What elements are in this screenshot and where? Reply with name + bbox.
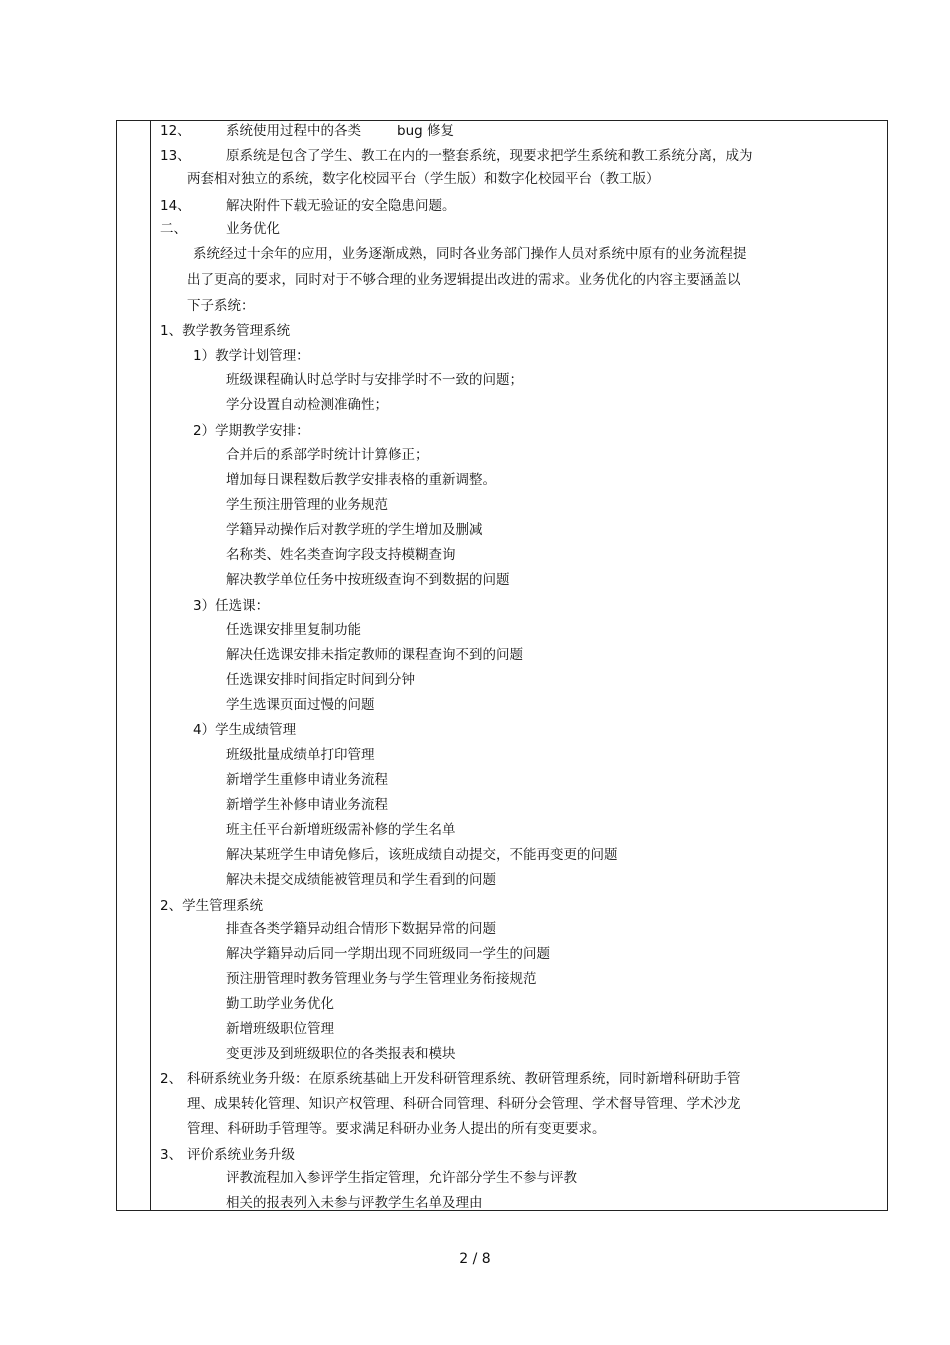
subsection-heading: 2）学期教学安排：: [193, 423, 310, 439]
list-item: 解决任选课安排未指定教师的课程查询不到的问题: [226, 647, 523, 663]
subsystem-3-number: 2、: [160, 1071, 183, 1087]
subsystem-1-title: 1、教学教务管理系统: [160, 323, 291, 339]
list-item: 解决教学单位任务中按班级查询不到数据的问题: [226, 572, 510, 588]
list-item: 增加每日课程数后教学安排表格的重新调整。: [226, 472, 496, 488]
intro-line: 下子系统：: [187, 298, 255, 314]
item-13-text-line2: 两套相对独立的系统，数字化校园平台（学生版）和数字化校园平台（教工版）: [187, 171, 660, 187]
section-2-number: 二、: [160, 221, 187, 237]
list-item: 班主任平台新增班级需补修的学生名单: [226, 822, 456, 838]
subsystem-3-text-line2: 理、成果转化管理、知识产权管理、科研合同管理、科研分会管理、学术督导管理、学术沙龙: [187, 1096, 741, 1112]
list-item: 预注册管理时教务管理业务与学生管理业务衔接规范: [226, 971, 537, 987]
subsection-heading: 1）教学计划管理：: [193, 348, 310, 364]
list-item: 新增学生补修申请业务流程: [226, 797, 388, 813]
list-item: 班级课程确认时总学时与安排学时不一致的问题；: [226, 372, 523, 388]
list-item: 勤工助学业务优化: [226, 996, 334, 1012]
item-14-number: 14、: [160, 198, 191, 214]
subsystem-2-title: 2、学生管理系统: [160, 898, 264, 914]
subsystem-4-title: 评价系统业务升级: [187, 1147, 295, 1163]
list-item: 学分设置自动检测准确性；: [226, 397, 388, 413]
list-item: 新增班级职位管理: [226, 1021, 334, 1037]
item-12-text: 系统使用过程中的各类: [226, 123, 361, 139]
list-item: 名称类、姓名类查询字段支持模糊查询: [226, 547, 456, 563]
table-column-divider: [150, 120, 151, 1211]
list-item: 学生预注册管理的业务规范: [226, 497, 388, 513]
item-14-text: 解决附件下载无验证的安全隐患问题。: [226, 198, 456, 214]
section-2-title: 业务优化: [226, 221, 280, 237]
item-13-number: 13、: [160, 148, 191, 164]
intro-line: 系统经过十余年的应用，业务逐渐成熟，同时各业务部门操作人员对系统中原有的业务流程提: [193, 246, 747, 262]
list-item: 评教流程加入参评学生指定管理，允许部分学生不参与评教: [226, 1170, 577, 1186]
subsection-heading: 3）任选课：: [193, 598, 270, 614]
list-item: 合并后的系部学时统计计算修正；: [226, 447, 429, 463]
intro-line: 出了更高的要求，同时对于不够合理的业务逻辑提出改进的需求。业务优化的内容主要涵盖以: [187, 272, 741, 288]
page-number: 2 / 8: [459, 1251, 491, 1267]
list-item: 解决某班学生申请免修后，该班成绩自动提交，不能再变更的问题: [226, 847, 618, 863]
list-item: 班级批量成绩单打印管理: [226, 747, 375, 763]
subsystem-4-number: 3、: [160, 1147, 183, 1163]
list-item: 学生选课页面过慢的问题: [226, 697, 375, 713]
list-item: 解决学籍异动后同一学期出现不同班级同一学生的问题: [226, 946, 550, 962]
item-12-number: 12、: [160, 123, 191, 139]
item-13-text-line1: 原系统是包含了学生、教工在内的一整套系统，现要求把学生系统和教工系统分离，成为: [226, 148, 753, 164]
list-item: 学籍异动操作后对教学班的学生增加及删减: [226, 522, 483, 538]
list-item: 解决未提交成绩能被管理员和学生看到的问题: [226, 872, 496, 888]
subsystem-3-text-line1: 科研系统业务升级：在原系统基础上开发科研管理系统、教研管理系统，同时新增科研助手管: [187, 1071, 741, 1087]
list-item: 排查各类学籍异动组合情形下数据异常的问题: [226, 921, 496, 937]
list-item: 变更涉及到班级职位的各类报表和模块: [226, 1046, 456, 1062]
item-12-bug: bug 修复: [397, 123, 454, 139]
list-item: 任选课安排时间指定时间到分钟: [226, 672, 415, 688]
list-item: 任选课安排里复制功能: [226, 622, 361, 638]
list-item: 相关的报表列入未参与评教学生名单及理由: [226, 1195, 483, 1211]
subsection-heading: 4）学生成绩管理: [193, 722, 297, 738]
list-item: 新增学生重修申请业务流程: [226, 772, 388, 788]
subsystem-3-text-line3: 管理、科研助手管理等。要求满足科研办业务人提出的所有变更要求。: [187, 1121, 606, 1137]
